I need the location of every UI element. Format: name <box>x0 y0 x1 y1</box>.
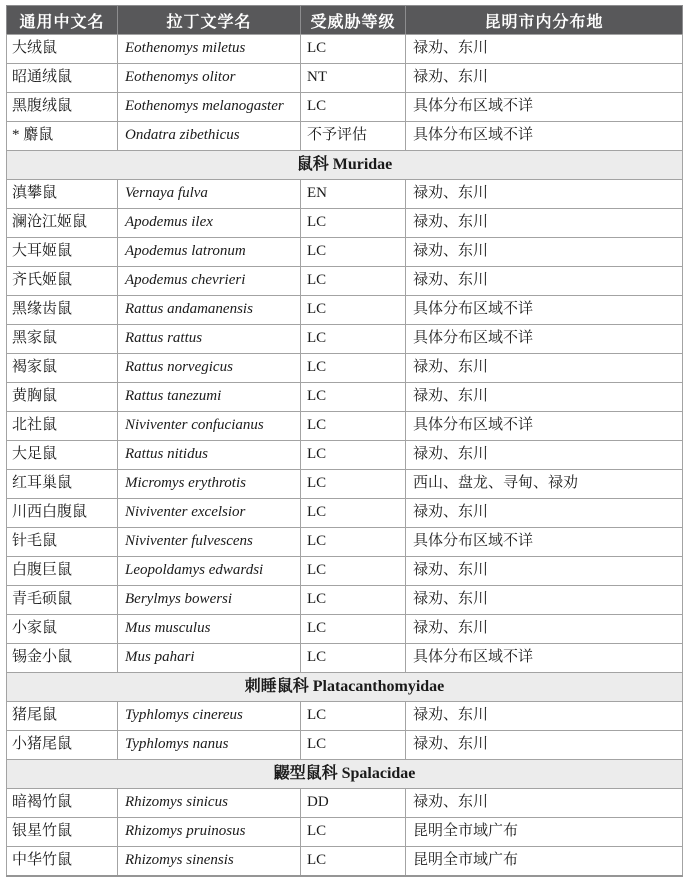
common-name-cell: 小家鼠 <box>7 615 118 644</box>
common-name-cell: 川西白腹鼠 <box>7 499 118 528</box>
species-row <box>7 847 683 877</box>
latin-name-cell: Rattus nitidus <box>118 441 301 470</box>
threat-level-cell: NT <box>301 64 406 93</box>
family-section-label: 刺睡鼠科 Platacanthomyidae <box>7 673 683 702</box>
common-name-cell: 昭通绒鼠 <box>7 64 118 93</box>
species-row <box>7 383 683 412</box>
common-name-cell: 黑家鼠 <box>7 325 118 354</box>
species-row <box>7 238 683 267</box>
species-row <box>7 441 683 470</box>
species-row <box>7 64 683 93</box>
latin-name-cell: Niviventer fulvescens <box>118 528 301 557</box>
latin-name-cell: Ondatra zibethicus <box>118 122 301 151</box>
species-row <box>7 789 683 818</box>
latin-name-cell: Niviventer excelsior <box>118 499 301 528</box>
distribution-cell: 禄劝、东川 <box>406 267 683 296</box>
threat-level-cell: LC <box>301 383 406 412</box>
threat-level-cell: LC <box>301 238 406 267</box>
species-row <box>7 731 683 760</box>
latin-name-cell: Rhizomys sinicus <box>118 789 301 818</box>
threat-level-cell: LC <box>301 499 406 528</box>
threat-level-cell: LC <box>301 818 406 847</box>
species-row <box>7 412 683 441</box>
latin-name-cell: Vernaya fulva <box>118 180 301 209</box>
common-name-cell: 猪尾鼠 <box>7 702 118 731</box>
latin-name-cell: Mus pahari <box>118 644 301 673</box>
threat-level-cell: LC <box>301 557 406 586</box>
latin-name-cell: Rattus rattus <box>118 325 301 354</box>
common-name-cell: 北社鼠 <box>7 412 118 441</box>
threat-level-cell: LC <box>301 93 406 122</box>
threat-level-cell: LC <box>301 470 406 499</box>
species-row <box>7 499 683 528</box>
threat-level-cell: DD <box>301 789 406 818</box>
latin-name-cell: Mus musculus <box>118 615 301 644</box>
latin-name-cell: Leopoldamys edwardsi <box>118 557 301 586</box>
latin-name-cell: Rhizomys sinensis <box>118 847 301 877</box>
species-row <box>7 35 683 64</box>
threat-level-cell: LC <box>301 354 406 383</box>
common-name-cell: 青毛硕鼠 <box>7 586 118 615</box>
species-row <box>7 93 683 122</box>
common-name-cell: * 麝鼠 <box>7 122 118 151</box>
latin-name-cell: Apodemus ilex <box>118 209 301 238</box>
common-name-cell: 针毛鼠 <box>7 528 118 557</box>
species-row <box>7 586 683 615</box>
common-name-cell: 大足鼠 <box>7 441 118 470</box>
common-name-cell: 澜沧江姬鼠 <box>7 209 118 238</box>
distribution-cell: 禄劝、东川 <box>406 499 683 528</box>
distribution-cell: 禄劝、东川 <box>406 441 683 470</box>
latin-name-cell: Apodemus chevrieri <box>118 267 301 296</box>
species-row <box>7 267 683 296</box>
latin-name-cell: Micromys erythrotis <box>118 470 301 499</box>
common-name-cell: 黑缘齿鼠 <box>7 296 118 325</box>
latin-name-cell: Eothenomys olitor <box>118 64 301 93</box>
family-section-row <box>7 151 683 180</box>
distribution-cell: 具体分布区域不详 <box>406 325 683 354</box>
species-row <box>7 615 683 644</box>
distribution-cell: 禄劝、东川 <box>406 209 683 238</box>
distribution-cell: 禄劝、东川 <box>406 383 683 412</box>
distribution-cell: 具体分布区域不详 <box>406 296 683 325</box>
distribution-cell: 昆明全市域广布 <box>406 818 683 847</box>
species-row <box>7 325 683 354</box>
threat-level-cell: LC <box>301 209 406 238</box>
distribution-cell: 禄劝、东川 <box>406 64 683 93</box>
common-name-cell: 黑腹绒鼠 <box>7 93 118 122</box>
common-name-cell: 齐氏姬鼠 <box>7 267 118 296</box>
threat-level-cell: 不予评估 <box>301 122 406 151</box>
threat-level-cell: LC <box>301 267 406 296</box>
distribution-cell: 具体分布区域不详 <box>406 528 683 557</box>
family-section-row <box>7 760 683 789</box>
threat-level-cell: LC <box>301 35 406 64</box>
common-name-cell: 小猪尾鼠 <box>7 731 118 760</box>
latin-name-cell: Rattus andamanensis <box>118 296 301 325</box>
threat-level-cell: LC <box>301 615 406 644</box>
common-name-cell: 银星竹鼠 <box>7 818 118 847</box>
latin-name-cell: Rattus tanezumi <box>118 383 301 412</box>
threat-level-cell: LC <box>301 296 406 325</box>
column-header-threat-level: 受威胁等级 <box>301 6 406 35</box>
distribution-cell: 西山、盘龙、寻甸、禄劝 <box>406 470 683 499</box>
latin-name-cell: Rhizomys pruinosus <box>118 818 301 847</box>
species-table <box>6 5 683 877</box>
distribution-cell: 具体分布区域不详 <box>406 93 683 122</box>
common-name-cell: 白腹巨鼠 <box>7 557 118 586</box>
species-row <box>7 180 683 209</box>
species-row <box>7 209 683 238</box>
threat-level-cell: LC <box>301 412 406 441</box>
latin-name-cell: Typhlomys nanus <box>118 731 301 760</box>
species-row <box>7 557 683 586</box>
family-section-label: 鼹型鼠科 Spalacidae <box>7 760 683 789</box>
threat-level-cell: LC <box>301 325 406 354</box>
distribution-cell: 禄劝、东川 <box>406 354 683 383</box>
threat-level-cell: LC <box>301 702 406 731</box>
species-row <box>7 528 683 557</box>
distribution-cell: 禄劝、东川 <box>406 557 683 586</box>
species-row <box>7 122 683 151</box>
species-row <box>7 470 683 499</box>
table-body <box>7 35 683 877</box>
distribution-cell: 禄劝、东川 <box>406 615 683 644</box>
common-name-cell: 黄胸鼠 <box>7 383 118 412</box>
threat-level-cell: LC <box>301 441 406 470</box>
distribution-cell: 禄劝、东川 <box>406 238 683 267</box>
table-header-row <box>7 6 683 35</box>
distribution-cell: 昆明全市域广布 <box>406 847 683 877</box>
column-header-latin-name: 拉丁文学名 <box>118 6 301 35</box>
family-section-row <box>7 673 683 702</box>
common-name-cell: 褐家鼠 <box>7 354 118 383</box>
threat-level-cell: LC <box>301 847 406 877</box>
common-name-cell: 大绒鼠 <box>7 35 118 64</box>
distribution-cell: 禄劝、东川 <box>406 586 683 615</box>
family-section-label: 鼠科 Muridae <box>7 151 683 180</box>
latin-name-cell: Typhlomys cinereus <box>118 702 301 731</box>
threat-level-cell: LC <box>301 644 406 673</box>
species-row <box>7 354 683 383</box>
column-header-distribution: 昆明市内分布地 <box>406 6 683 35</box>
threat-level-cell: LC <box>301 731 406 760</box>
distribution-cell: 禄劝、东川 <box>406 731 683 760</box>
latin-name-cell: Eothenomys miletus <box>118 35 301 64</box>
common-name-cell: 滇攀鼠 <box>7 180 118 209</box>
latin-name-cell: Rattus norvegicus <box>118 354 301 383</box>
column-header-common-chinese-name: 通用中文名 <box>7 6 118 35</box>
species-row <box>7 702 683 731</box>
latin-name-cell: Berylmys bowersi <box>118 586 301 615</box>
common-name-cell: 红耳巢鼠 <box>7 470 118 499</box>
latin-name-cell: Niviventer confucianus <box>118 412 301 441</box>
latin-name-cell: Eothenomys melanogaster <box>118 93 301 122</box>
distribution-cell: 禄劝、东川 <box>406 702 683 731</box>
distribution-cell: 具体分布区域不详 <box>406 122 683 151</box>
distribution-cell: 禄劝、东川 <box>406 35 683 64</box>
common-name-cell: 大耳姬鼠 <box>7 238 118 267</box>
distribution-cell: 具体分布区域不详 <box>406 412 683 441</box>
distribution-cell: 禄劝、东川 <box>406 789 683 818</box>
species-row <box>7 644 683 673</box>
species-row <box>7 296 683 325</box>
common-name-cell: 中华竹鼠 <box>7 847 118 877</box>
common-name-cell: 暗褐竹鼠 <box>7 789 118 818</box>
threat-level-cell: EN <box>301 180 406 209</box>
distribution-cell: 禄劝、东川 <box>406 180 683 209</box>
latin-name-cell: Apodemus latronum <box>118 238 301 267</box>
distribution-cell: 具体分布区域不详 <box>406 644 683 673</box>
threat-level-cell: LC <box>301 586 406 615</box>
common-name-cell: 锡金小鼠 <box>7 644 118 673</box>
threat-level-cell: LC <box>301 528 406 557</box>
